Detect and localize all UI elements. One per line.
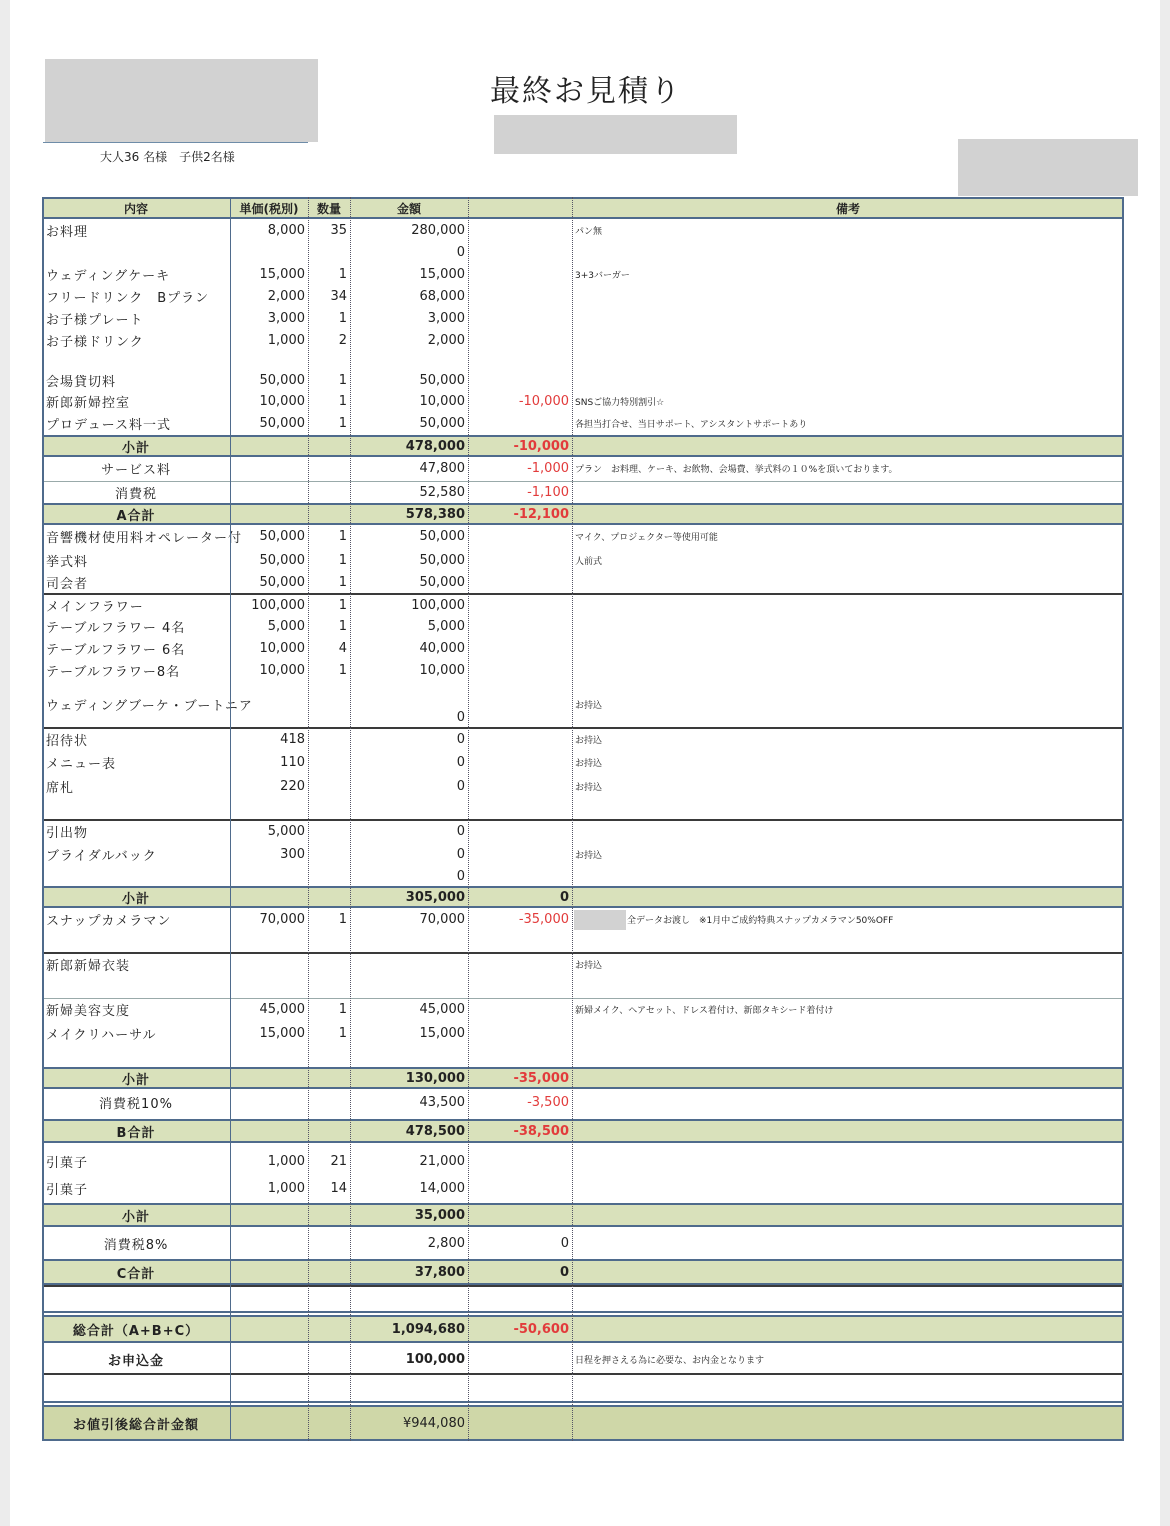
quantity: 1 [338,911,347,927]
column-line [42,197,44,1441]
quantity: 1 [338,393,347,409]
table-row [42,369,1124,391]
quantity: 1 [338,310,347,326]
table-row [42,865,1124,887]
item-name: 新郎新婦衣装 [46,958,131,974]
unit-price: 3,000 [267,310,305,326]
amount: 14,000 [419,1180,465,1196]
discount: -3,500 [527,1094,569,1110]
subtotal-row [42,886,1124,908]
amount: 21,000 [419,1153,465,1169]
amount: 3,000 [427,310,465,326]
discount: -1,000 [527,460,569,476]
table-row [42,1091,1124,1113]
note: マイク、プロジェクター等使用可能 [575,532,718,543]
table-row [42,1175,1124,1201]
amount: 478,000 [405,438,465,454]
note: お持込 [575,782,603,793]
quantity: 34 [330,288,347,304]
note: お持込 [575,700,603,711]
note: 3+3バーガー [575,270,630,281]
item-name: 挙式料 [46,554,89,570]
unit-price: 1,000 [267,1180,305,1196]
discount: -12,100 [513,506,569,522]
amount: 0 [456,731,465,747]
table-row [42,681,1124,727]
column-line [468,197,469,1441]
amount: 50,000 [419,372,465,388]
amount: 2,800 [427,1235,465,1251]
note: プラン お料理、ケーキ、お飲物、会場費、挙式料の１０%を頂いております。 [575,464,898,475]
amount: 15,000 [419,266,465,282]
redacted-note [574,910,626,930]
item-name: お子様プレート [46,312,144,328]
discount: -38,500 [513,1123,569,1139]
item-name: 消費税 [114,487,157,502]
header-item: 内容 [123,201,148,216]
subtotal-row [42,1119,1124,1143]
item-name: テーブルフラワー8名 [46,664,181,680]
amount: 50,000 [419,574,465,590]
quantity: 1 [338,1025,347,1041]
amount: 305,000 [405,889,465,905]
empty-row [42,1373,1124,1403]
header-notes: 備考 [835,201,860,216]
discount: -50,600 [513,1321,569,1337]
item-name: 新婦美容支度 [46,1004,131,1019]
quantity: 35 [330,222,347,238]
quantity: 1 [338,662,347,678]
final-amount: ¥944,080 [402,1415,465,1431]
table-header [42,197,1124,219]
table-row [42,411,1124,435]
unit-price: 50,000 [259,528,305,544]
table-row [42,751,1124,773]
table-row [42,307,1124,329]
column-line [572,197,573,1441]
table-row [42,843,1124,865]
unit-price: 70,000 [259,911,305,927]
table-row [42,819,1124,841]
unit-price: 1,000 [267,1153,305,1169]
table-row [42,659,1124,681]
unit-price: 100,000 [251,597,305,613]
discount: -10,000 [518,393,569,409]
redacted-date [494,115,737,154]
amount: 52,580 [419,485,465,500]
logo-underline [43,142,308,143]
item-name: 席札 [46,780,75,796]
item-name: ブライダルバック [46,848,157,864]
item-name: 引出物 [46,825,89,841]
amount: 45,000 [419,1002,465,1017]
amount: 280,000 [411,222,465,238]
quantity: 2 [338,332,347,348]
empty-row [42,1285,1124,1313]
item-name: お値引後総合計金額 [72,1417,199,1433]
table-row [42,219,1124,241]
unit-price: 1,000 [267,332,305,348]
header-price: 単価(税別) [239,201,299,216]
note: 全データお渡し ※1月中ご成約特典スナップカメラマン50%OFF [627,915,894,926]
item-name: A合計 [116,508,156,524]
note: 各担当打合せ、当日サポート、アシスタントサポートあり [575,419,808,430]
amount: 37,800 [414,1264,465,1280]
note: お持込 [575,735,603,746]
table-row [42,1022,1124,1044]
unit-price: 5,000 [267,618,305,634]
discount: -1,100 [527,485,569,500]
amount: 0 [456,754,465,770]
amount: 40,000 [419,640,465,656]
amount: 5,000 [427,618,465,634]
item-name: フリードリンク Bプラン [46,290,210,306]
amount: 50,000 [419,415,465,431]
amount: 68,000 [419,288,465,304]
item-name: スナップカメラマン [46,913,172,929]
item-name: C合計 [116,1266,156,1282]
table-row [42,727,1124,749]
unit-price: 5,000 [267,823,305,839]
amount: 2,000 [427,332,465,348]
header-qty: 数量 [316,201,341,216]
item-name: 招待状 [46,733,89,749]
quantity: 1 [338,597,347,613]
quantity: 1 [338,528,347,544]
unit-price: 300 [280,846,305,862]
quantity: 1 [338,372,347,388]
page-title: 最終お見積り [490,74,682,109]
amount: 15,000 [419,1025,465,1041]
table-row [42,1345,1124,1373]
unit-price: 2,000 [267,288,305,304]
amount: 10,000 [419,393,465,409]
table-row [42,571,1124,593]
quantity: 1 [338,574,347,590]
amount: 70,000 [419,911,465,927]
unit-price: 8,000 [267,222,305,238]
table-row [42,481,1124,503]
item-name: 小計 [121,440,150,456]
amount: 1,094,680 [391,1321,465,1337]
column-line [1122,197,1124,1441]
unit-price: 50,000 [259,415,305,431]
item-name: 音響機材使用料オペレーター付 [46,530,243,546]
unit-price: 10,000 [259,662,305,678]
unit-price: 15,000 [259,266,305,282]
amount: 0 [456,778,465,794]
quantity: 1 [338,266,347,282]
discount: -35,000 [513,1070,569,1086]
item-name: 小計 [121,1209,150,1225]
item-name: 消費税8% [103,1237,169,1253]
subtotal-row [42,435,1124,457]
guest-count: 大人36 名様 子供2名様 [100,150,235,164]
unit-price: 50,000 [259,552,305,568]
item-name: メインフラワー [46,599,144,615]
amount: 50,000 [419,528,465,544]
item-name: プロデュース料一式 [46,417,171,433]
discount: -35,000 [518,911,569,927]
item-name: 小計 [121,1072,150,1088]
table-row [42,457,1124,479]
subtotal-row [42,1203,1124,1227]
discount: 0 [560,1235,569,1251]
unit-price: 15,000 [259,1025,305,1041]
item-name: 引菓子 [46,1182,89,1198]
item-name: ウェディングケーキ [46,268,171,284]
table-row [42,775,1124,797]
unit-price: 45,000 [259,1002,305,1017]
amount: 47,800 [419,460,465,476]
item-name: 総合計（A+B+C） [72,1323,200,1339]
amount: 43,500 [419,1094,465,1110]
subtotal-row [42,1315,1124,1343]
amount: 0 [456,846,465,862]
table-row [42,263,1124,285]
item-name: 会場貸切料 [46,374,117,390]
amount: 478,500 [405,1123,465,1139]
unit-price: 50,000 [259,372,305,388]
redacted-client [958,139,1138,196]
header-amount: 金額 [396,201,421,216]
unit-price: 50,000 [259,574,305,590]
column-line [230,197,231,1441]
amount: 50,000 [419,552,465,568]
item-name: テーブルフラワー 4名 [46,620,186,636]
unit-price: 10,000 [259,393,305,409]
item-name: メニュー表 [46,756,117,772]
discount: -10,000 [513,438,569,454]
item-name: B合計 [116,1125,156,1141]
item-name: メイクリハーサル [46,1027,157,1043]
column-line [308,197,309,1441]
estimate-table [42,197,1124,1441]
header-discount [468,199,572,217]
quantity: 14 [330,1180,347,1196]
amount: 0 [456,868,465,884]
item-name: お申込金 [107,1353,164,1369]
note: 人前式 [575,556,603,567]
column-line [350,197,351,1441]
note: お持込 [575,850,603,861]
item-name: お料理 [46,224,89,240]
table-row [42,998,1124,1020]
table-row [42,329,1124,351]
quantity: 1 [338,618,347,634]
amount: 35,000 [414,1207,465,1223]
amount: 0 [456,710,465,725]
amount: 578,380 [405,506,465,522]
note: 新婦メイク、ヘアセット、ドレス着付け、新郎タキシード着付け [575,1006,834,1016]
discount: 0 [559,1264,569,1280]
table-row [42,525,1124,547]
item-name: 引菓子 [46,1155,89,1171]
table-row [42,952,1124,974]
table-row [42,391,1124,411]
unit-price: 418 [280,731,305,747]
table-row [42,615,1124,637]
unit-price: 110 [280,754,305,770]
item-name: ウェディングブーケ・ブートニア [46,698,253,714]
item-name: テーブルフラワー 6名 [46,642,186,658]
quantity: 1 [338,415,347,431]
redacted-logo [45,59,318,142]
quantity: 21 [330,1153,347,1169]
unit-price: 10,000 [259,640,305,656]
amount: 0 [456,823,465,839]
amount: 130,000 [405,1070,465,1086]
amount: 100,000 [411,597,465,613]
item-name: 司会者 [46,576,89,592]
item-name: お子様ドリンク [46,334,144,350]
table-row [42,1231,1124,1255]
note: お持込 [575,960,603,971]
table-row [42,285,1124,307]
item-name: サービス料 [100,462,171,478]
subtotal-row [42,1259,1124,1285]
note: お持込 [575,758,603,769]
quantity: 1 [338,1002,347,1017]
subtotal-row [42,503,1124,525]
quantity: 1 [338,552,347,568]
unit-price: 220 [280,778,305,794]
grand-total-row [42,1405,1124,1441]
table-row [42,637,1124,659]
table-row [42,1147,1124,1175]
amount: 100,000 [405,1351,465,1367]
note: パン無 [575,226,603,237]
item-name: 消費税10% [99,1096,173,1112]
amount: 0 [456,244,465,260]
amount: 10,000 [419,662,465,678]
subtotal-row [42,1067,1124,1089]
discount: 0 [559,889,569,905]
item-name: 小計 [121,891,150,907]
table-row [42,549,1124,571]
note: 日程を押さえる為に必要な、お内金となります [575,1355,765,1366]
quantity: 4 [338,640,347,656]
table-row [42,593,1124,615]
item-name: 新郎新婦控室 [46,395,131,411]
table-row [42,241,1124,263]
note: SNSご協力特別割引☆ [575,397,665,408]
